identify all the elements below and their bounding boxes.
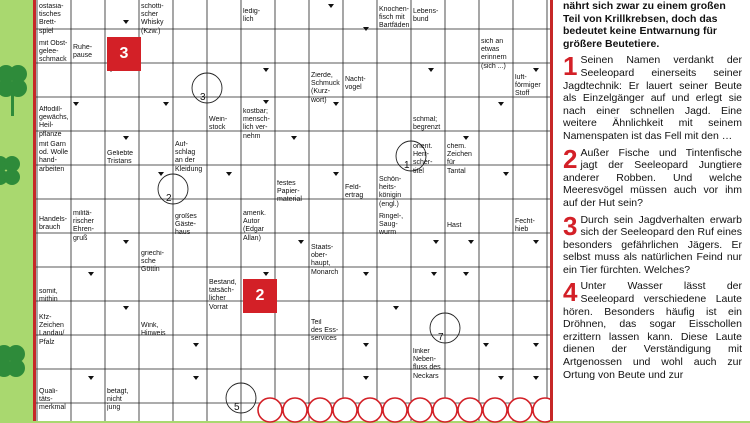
arrow-marker-icon [483, 343, 489, 347]
arrow-marker-icon [291, 136, 297, 140]
clue-cell: Lebens- bund [413, 8, 439, 24]
question-4 [563, 277, 742, 381]
answer-circle[interactable] [483, 398, 507, 422]
solution-number-2: 2 [243, 279, 277, 313]
clue-cell: Handels- brauch [39, 216, 68, 232]
answer-circle[interactable] [283, 398, 307, 422]
clue-cell: somit, mithin [39, 288, 58, 304]
question-3 [563, 210, 742, 277]
arrow-marker-icon [463, 272, 469, 276]
arrow-marker-icon [73, 102, 79, 106]
arrow-marker-icon [393, 306, 399, 310]
clue-cell: amerik. Autor (Edgar Allan) [243, 210, 266, 242]
answer-circle[interactable] [358, 398, 382, 422]
clue-cell: ledig- lich [243, 8, 261, 24]
arrow-marker-icon [533, 68, 539, 72]
arrow-marker-icon [468, 240, 474, 244]
clue-cell: militä- rischer Ehren- gruß [73, 210, 95, 242]
arrow-marker-icon [503, 172, 509, 176]
clue-cell: Zierde, Schmuck (Kurz- wort) [311, 72, 340, 104]
clue-cell: Knochen- fisch mit Bartfäden [379, 6, 410, 30]
clue-cell: luft- förmiger Stoff [515, 74, 541, 98]
answer-circle[interactable] [533, 398, 550, 422]
clover-icon [0, 340, 32, 400]
arrow-marker-icon [363, 272, 369, 276]
question-text: Außer Fische und Tintenfische jagt der Seeleopard Jungtiere anderer Robben. Und welche Meeresvögel müssen auch vor ihm auf der Hut sein? [563, 146, 742, 209]
circle-number: 5 [234, 402, 240, 413]
answer-circles [250, 393, 550, 423]
arrow-marker-icon [498, 102, 504, 106]
answer-circle[interactable] [333, 398, 357, 422]
clue-cell: festes Papier- material [277, 180, 302, 204]
arrow-marker-icon [158, 172, 164, 176]
clue-cell: sich an etwas erinnern (sich ...) [481, 38, 507, 70]
arrow-marker-icon [263, 272, 269, 276]
article-intro: nährt sich zwar zu einem großen Teil von Krillkrebsen, doch das bedeutet keine Entwarnung für größere Beutetiere. [563, 0, 726, 50]
clue-cell: Auf- schlag an der Kleidung [175, 141, 203, 173]
clue-cell: schmal; begrenzt [413, 116, 441, 132]
answer-circle[interactable] [258, 398, 282, 422]
question-number: 4 [563, 277, 578, 308]
arrow-marker-icon [333, 172, 339, 176]
clue-cell: mit Garn od. Wolle hand- arbeiten [39, 141, 69, 173]
clue-cell: Affodill- gewächs, Heil- pflanze [39, 106, 69, 138]
clue-cell: orient. Herr- scher- titel [413, 143, 433, 175]
clue-cell: Wink, Hinweis [141, 322, 166, 338]
clue-cell: Ruhe- pause [73, 44, 93, 60]
clue-cell: Nacht- vogel [345, 76, 366, 92]
clue-cell: kostbar; mensch- lich ver- nehm [243, 108, 270, 140]
clue-cell: Schön- heits- königin (engl.) [379, 176, 402, 208]
question-text: Unter Wasser lässt der Seeleopard verschiedene Laute hören. Besonders häufig ist ein Dröhnen, das sogar Eisschollen erzittern lassen kann. Diese Laute dienen der Verständigung mit Artgenossen und wohl auch zur Ortung von Beute und zur [563, 280, 742, 381]
clue-cell: Staats- ober- haupt, Monarch [311, 244, 339, 276]
circle-number: 7 [438, 332, 444, 343]
clue-cell: linker Neben- fluss des Neckars [413, 348, 441, 380]
clue-cell: mit Obst- gelee- schmack [39, 40, 68, 64]
solution-number-3: 3 [107, 37, 141, 71]
clover-icon [0, 60, 34, 120]
question-number: 2 [563, 143, 578, 174]
question-text: Durch sein Jagdverhalten erwarb sich der Seeleopard den Ruf eines besonders gefährlichen Jägers. Er selbst muss als natürlichen Feind nur ein Tier fürchten. Welches? [563, 213, 742, 276]
arrow-marker-icon [431, 272, 437, 276]
question-1 [563, 51, 742, 142]
arrow-marker-icon [328, 4, 334, 8]
arrow-marker-icon [463, 136, 469, 140]
clue-cell: Quali- täts- merkmal [39, 388, 66, 412]
clue-cell: Fecht- hieb [515, 218, 535, 234]
arrow-marker-icon [226, 172, 232, 176]
question-text: Seinen Namen verdankt der Seeleopard einerseits seiner Jagdtechnik: Er lauert seiner Beute als Einzelgänger auf und erlegt sie nach einer schnellen Jagd. Eine weitere Ähnlichkeit mit seinem Namenspaten ist das Fell mit den … [563, 54, 742, 142]
clue-cell: betagt, nicht jung [107, 388, 129, 412]
answer-circle[interactable] [383, 398, 407, 422]
circle-number: 2 [166, 193, 172, 204]
arrow-marker-icon [88, 272, 94, 276]
arrow-marker-icon [123, 306, 129, 310]
arrow-marker-icon [123, 20, 129, 24]
clue-cell: Feld- ertrag [345, 184, 364, 200]
arrow-marker-icon [363, 343, 369, 347]
arrow-marker-icon [163, 102, 169, 106]
circle-number: 1 [404, 160, 410, 171]
clue-cell: ostasia- tisches Brett- spiel [39, 3, 64, 35]
clue-cell: Bestand, tatsäch- licher Vorrat [209, 279, 237, 311]
clue-cell: schotti- scher Whisky (Kzw.) [141, 3, 164, 35]
clue-cell: Wein- stock [209, 116, 228, 132]
arrow-marker-icon [428, 68, 434, 72]
clue-cell: griechi- sche Göttin [141, 250, 164, 274]
arrow-marker-icon [298, 240, 304, 244]
arrow-marker-icon [363, 376, 369, 380]
arrow-marker-icon [498, 376, 504, 380]
answer-circle[interactable] [308, 398, 332, 422]
clue-cell: Kfz- Zeichen Landau/ Pfalz [39, 314, 65, 346]
arrow-marker-icon [123, 136, 129, 140]
clue-cell: Geliebte Tristans [107, 150, 134, 166]
answer-circle[interactable] [458, 398, 482, 422]
arrow-marker-icon [193, 376, 199, 380]
arrow-marker-icon [263, 100, 269, 104]
arrow-marker-icon [88, 376, 94, 380]
question-2 [563, 143, 742, 210]
arrow-marker-icon [263, 68, 269, 72]
arrow-marker-icon [533, 240, 539, 244]
arrow-marker-icon [193, 343, 199, 347]
question-number: 1 [563, 51, 578, 82]
circle-number: 3 [200, 92, 206, 103]
arrow-marker-icon [433, 240, 439, 244]
answer-circle[interactable] [408, 398, 432, 422]
clue-cell: Ringel-, Saug- wurm [379, 213, 404, 237]
clue-cell: Hast [447, 222, 462, 229]
crossword-puzzle [33, 0, 553, 421]
question-number: 3 [563, 210, 578, 241]
answer-circle[interactable] [433, 398, 457, 422]
clue-cell: chem. Zeichen für Tantal [447, 143, 472, 175]
answer-circle[interactable] [508, 398, 532, 422]
arrow-marker-icon [533, 343, 539, 347]
arrow-marker-icon [123, 240, 129, 244]
clue-cell: Teil des Ess- services [311, 319, 339, 343]
article-column [553, 0, 750, 421]
arrow-marker-icon [533, 376, 539, 380]
clover-icon [0, 150, 28, 210]
clue-cell: großes Gäste- haus [175, 213, 197, 237]
